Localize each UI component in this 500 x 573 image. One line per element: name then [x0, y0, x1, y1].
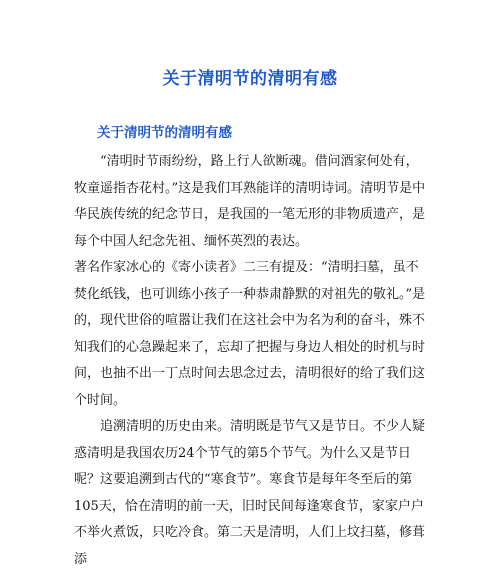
paragraph-1: “清明时节雨纷纷，路上行人欲断魂。借问酒家何处有，牧童遥指杏花村。”这是我们耳熟能详的清明诗词。清明节是中华民族传统的纪念节日，是我国的一笔无形的非物质遗产，是每个中国人纪念先祖、缅怀英烈的表达。 — [74, 154, 426, 249]
paragraph-2: 著名作家冰心的《寄小读者》二三有提及：“清明扫墓，虽不焚化纸钱，也可训练小孩子一种恭肃静默的对祖先的敬礼。”是的，现代世俗的喧嚣让我们在这社会中为名为利的奋斗，殊不知我们的心急躁起来了，忘却了把握与身边人相处的时机与时间，也抽不出一丁点时间去思念过去，清明很好的给了我们这个时间。 — [74, 260, 426, 408]
section-heading: 关于清明节的清明有感 — [97, 125, 232, 141]
document-body — [74, 149, 430, 573]
document-title: 关于清明节的清明有感 — [162, 69, 338, 89]
paragraph-3: 追溯清明的历史由来。清明既是节气又是节日。不少人疑惑清明是我国农历24个节气的第5个节气。为什么又是节日呢？这要追溯到古代的“寒食节”。寒食节是每年冬至后的第105天，恰在清明的前一天，旧时民间每逢寒食节，家家户户不举火煮饭，只吃冷食。第二天是清明，人们上坟扫墓，修葺添 — [74, 419, 426, 567]
